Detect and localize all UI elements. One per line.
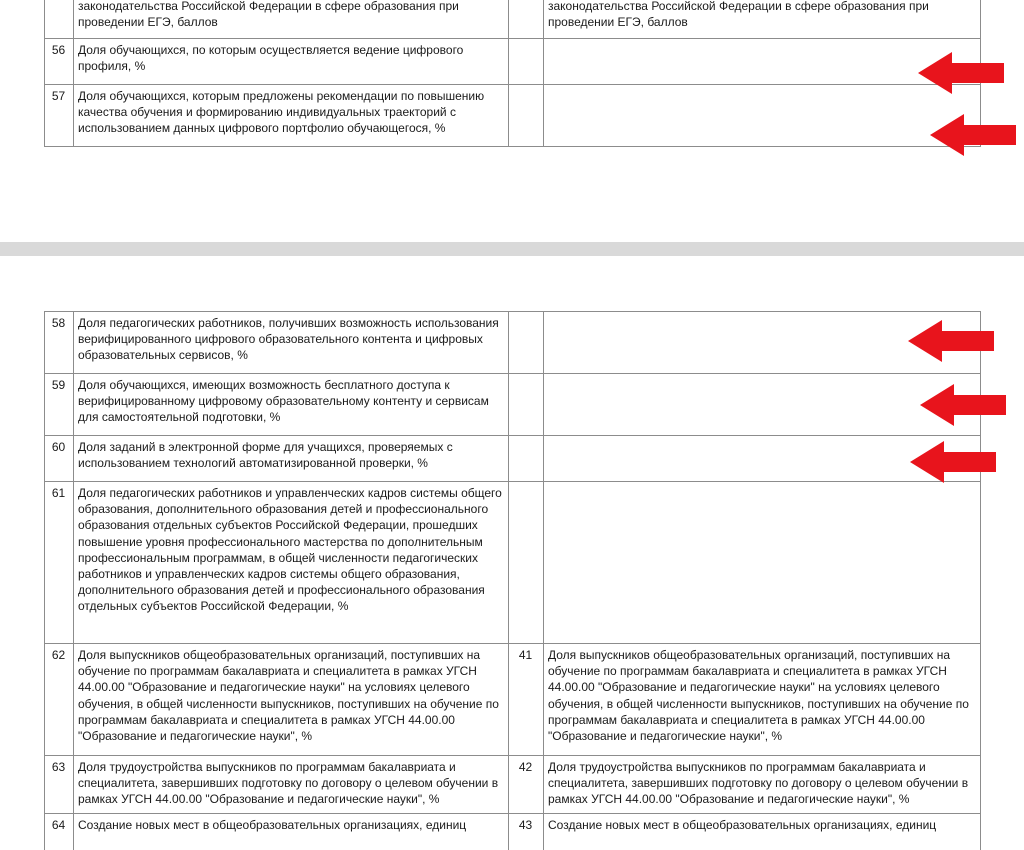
table-row <box>45 374 981 436</box>
indicator-text: законодательства Российской Федерации в сфере образования при проведении ЕГЭ, баллов <box>74 0 509 39</box>
indicator-text: Доля обучающихся, по которым осуществляется ведение цифрового профиля, % <box>74 39 509 85</box>
table-row <box>45 312 981 374</box>
indicator-text-right: законодательства Российской Федерации в сфере образования при проведении ЕГЭ, баллов <box>544 0 981 39</box>
row-number-right <box>509 436 544 482</box>
row-number-right <box>509 312 544 374</box>
indicator-text-right: Доля трудоустройства выпускников по программам бакалавриата и специалитета, завершивших подготовку по договору о целевом обучении в рамках УГСН 44.00.00 "Образование и педагогические науки", % <box>544 756 981 814</box>
row-number-right <box>509 39 544 85</box>
red-left-arrow-icon <box>908 439 1000 485</box>
indicator-text-right <box>544 85 981 147</box>
row-number: 61 <box>45 482 74 644</box>
red-left-arrow-icon <box>928 112 1020 158</box>
table-row <box>45 482 981 644</box>
row-number: 62 <box>45 644 74 756</box>
row-number: 56 <box>45 39 74 85</box>
row-number-right <box>509 374 544 436</box>
row-number: 64 <box>45 814 74 850</box>
table-row <box>45 39 981 85</box>
indicator-text: Доля заданий в электронной форме для учащихся, проверяемых с использованием технологий автоматизированной проверки, % <box>74 436 509 482</box>
red-left-arrow-icon <box>906 318 998 364</box>
document-page-bottom <box>0 256 1024 850</box>
table-row-continued <box>45 0 981 39</box>
indicator-text: Доля педагогических работников и управленческих кадров системы общего образования, дополнительного образования детей и профессионального образования отдельных субъектов Российской Федерации, прошедших повышение уровня профессионального мастерства по дополнительным профессиональным программам, в общей численности педагогических работников и управленческих кадров системы общего образования, дополнительного образования детей и профессионального образования отдельных субъектов Российской Федерации, % <box>74 482 509 644</box>
row-number-right: 43 <box>509 814 544 850</box>
row-number <box>45 0 74 39</box>
indicator-text-right: Доля выпускников общеобразовательных организаций, поступивших на обучение по программам бакалавриата и специалитета в рамках УГСН 44.00.00 "Образование и педагогические науки" на условиях целевого обучения, в общей численности выпускников, поступивших на обучение по программам бакалавриата и специалитета в рамках УГСН 44.00.00 "Образование и педагогические науки", % <box>544 644 981 756</box>
table-row <box>45 756 981 814</box>
indicator-text: Доля трудоустройства выпускников по программам бакалавриата и специалитета, завершивших подготовку по договору о целевом обучении в рамках УГСН 44.00.00 "Образование и педагогические науки", % <box>74 756 509 814</box>
indicators-table-bottom <box>44 311 981 850</box>
row-number-right <box>509 85 544 147</box>
table-row <box>45 644 981 756</box>
row-number: 63 <box>45 756 74 814</box>
indicator-text: Доля обучающихся, имеющих возможность бесплатного доступа к верифицированному цифровому образовательному контенту и сервисам для самостоятельной подготовки, % <box>74 374 509 436</box>
row-number-right: 41 <box>509 644 544 756</box>
row-number-right: 42 <box>509 756 544 814</box>
red-left-arrow-icon <box>918 382 1010 428</box>
indicator-text-right <box>544 374 981 436</box>
indicator-text-right <box>544 39 981 85</box>
document-page-top <box>0 0 1024 242</box>
indicator-text-right <box>544 482 981 644</box>
indicator-text: Доля педагогических работников, получивших возможность использования верифицированного цифрового образовательного контента и цифровых образовательных сервисов, % <box>74 312 509 374</box>
table-row <box>45 436 981 482</box>
row-number-right <box>509 482 544 644</box>
indicator-text: Доля выпускников общеобразовательных организаций, поступивших на обучение по программам бакалавриата и специалитета в рамках УГСН 44.00.00 "Образование и педагогические науки" на условиях целевого обучения, в общей численности выпускников, поступивших на обучение по программам бакалавриата и специалитета в рамках УГСН 44.00.00 "Образование и педагогические науки", % <box>74 644 509 756</box>
indicator-text: Создание новых мест в общеобразовательных организациях, единиц <box>74 814 509 850</box>
row-number: 57 <box>45 85 74 147</box>
table-row <box>45 814 981 850</box>
row-number: 60 <box>45 436 74 482</box>
red-left-arrow-icon <box>916 50 1008 96</box>
indicators-table-top <box>44 0 981 147</box>
indicator-text: Доля обучающихся, которым предложены рекомендации по повышению качества обучения и формированию индивидуальных траекторий с использованием данных цифрового портфолио обучающегося, % <box>74 85 509 147</box>
row-number: 58 <box>45 312 74 374</box>
page-separator <box>0 242 1024 256</box>
table-row <box>45 85 981 147</box>
row-number-right <box>509 0 544 39</box>
indicator-text-right: Создание новых мест в общеобразовательных организациях, единиц <box>544 814 981 850</box>
row-number: 59 <box>45 374 74 436</box>
